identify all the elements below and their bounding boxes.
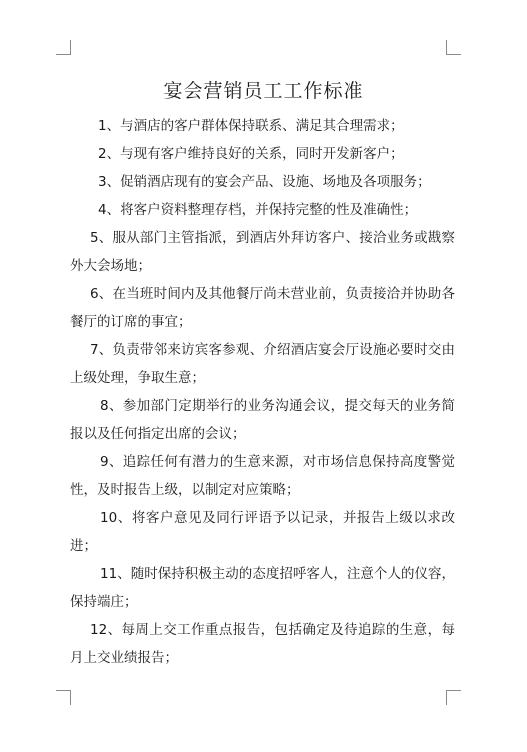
- list-item: 3、促销酒店现有的宴会产品、设施、场地及各项服务；: [98, 174, 431, 190]
- list-item: 4、将客户资料整理存档，并保持完整的性及准确性；: [98, 202, 418, 218]
- list-item: 9、追踪任何有潜力的生意来源，对市场信息保持高度警觉性，及时报告上级，以制定对应策略；: [70, 454, 455, 498]
- list-item: 12、每周上交工作重点报告，包括确定及待追踪的生意，每月上交业绩报告；: [70, 622, 455, 666]
- list-item: 8、参加部门定期举行的业务沟通会议，提交每天的业务简报以及任何指定出席的会议；: [70, 398, 455, 442]
- list-item: 5、服从部门主管指派，到酒店外拜访客户、接洽业务或戡察外大会场地；: [70, 230, 455, 274]
- list-item: 1、与酒店的客户群体保持联系、满足其合理需求；: [98, 118, 404, 134]
- list-item: 7、负责带邻来访宾客参观、介绍酒店宴会厅设施必要时交由上级处理，争取生意；: [70, 342, 455, 386]
- crop-mark-bottom-left: [56, 690, 71, 705]
- document-title: 宴会营销员工工作标准: [163, 80, 364, 102]
- list-item: 2、与现有客户维持良好的关系，同时开发新客户；: [98, 146, 404, 162]
- list-item: 11、随时保持积极主动的态度招呼客人，注意个人的仪容，保持端庄；: [70, 566, 455, 610]
- list-item: 10、将客户意见及同行评语予以记录，并报告上级以求改进；: [70, 510, 455, 554]
- crop-mark-top-left: [56, 40, 71, 55]
- document-body: [70, 112, 455, 672]
- crop-mark-top-right: [446, 40, 461, 55]
- crop-mark-bottom-right: [446, 690, 461, 705]
- list-item: 6、在当班时间内及其他餐厅尚未营业前，负责接洽并协助各餐厅的订席的事宜；: [70, 286, 455, 330]
